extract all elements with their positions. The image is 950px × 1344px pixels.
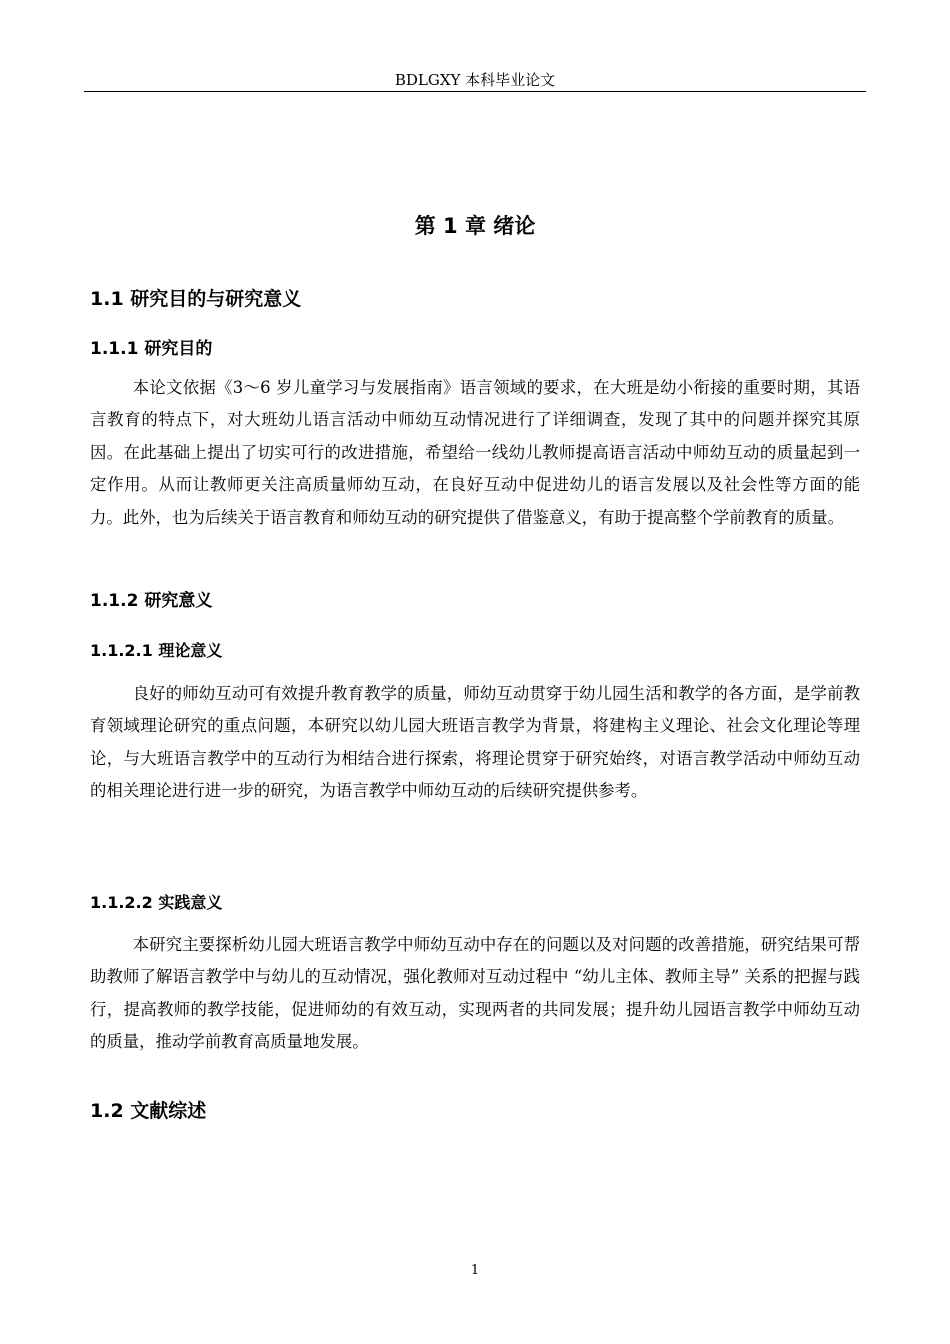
section-heading-1-1-2-1: 1.1.2.1 理论意义 (90, 641, 223, 660)
chapter-title: 第 1 章 绪论 (414, 214, 536, 238)
paragraph-theoretical-significance: 良好的师幼互动可有效提升教育教学的质量，师幼互动贯穿于幼儿园生活和教学的各方面，是学前教育领域理论研究的重点问题，本研究以幼儿园大班语言教学为背景，将建构主义理论、社会文化理论等理论，与大班语言教学中的互动行为相结合进行探索，将理论贯穿于研究始终，对语言教学活动中师幼互动的相关理论进行进一步的研究，为语言教学中师幼互动的后续研究提供参考。 (90, 684, 860, 801)
section-heading-1-1-2: 1.1.2 研究意义 (90, 591, 213, 611)
section-heading-1-1-1: 1.1.1 研究目的 (90, 339, 213, 359)
running-header: BDLGXY 本科毕业论文 (394, 71, 556, 89)
paragraph-research-purpose: 本论文依据《3～6 岁儿童学习与发展指南》语言领域的要求，在大班是幼小衔接的重要时期，其语言教育的特点下，对大班幼儿语言活动中师幼互动情况进行了详细调查，发现了其中的问题并探究其原因。在此基础上提出了切实可行的改进措施，希望给一线幼儿教师提高语言活动中师幼互动的质量起到一定作用。从而让教师更关注高质量师幼互动，在良好互动中促进幼儿的语言发展以及社会性等方面的能力。此外，也为后续关于语言教育和师幼互动的研究提供了借鉴意义，有助于提高整个学前教育的质量。 (90, 378, 860, 527)
section-heading-1-2: 1.2 文献综述 (90, 1100, 207, 1122)
section-heading-1-1: 1.1 研究目的与研究意义 (90, 288, 302, 310)
section-heading-1-1-2-2: 1.1.2.2 实践意义 (90, 893, 223, 912)
header-rule (84, 91, 866, 92)
paragraph-practical-significance: 本研究主要探析幼儿园大班语言教学中师幼互动中存在的问题以及对问题的改善措施，研究结果可帮助教师了解语言教学中与幼儿的互动情况，强化教师对互动过程中 “幼儿主体、教师主导” 关系的把握与践行，提高教师的教学技能，促进师幼的有效互动，实现两者的共同发展；提升幼儿园语言教学中师幼互动的质量，推动学前教育高质量地发展。 (90, 935, 860, 1052)
page-number: 1 (470, 1263, 480, 1278)
